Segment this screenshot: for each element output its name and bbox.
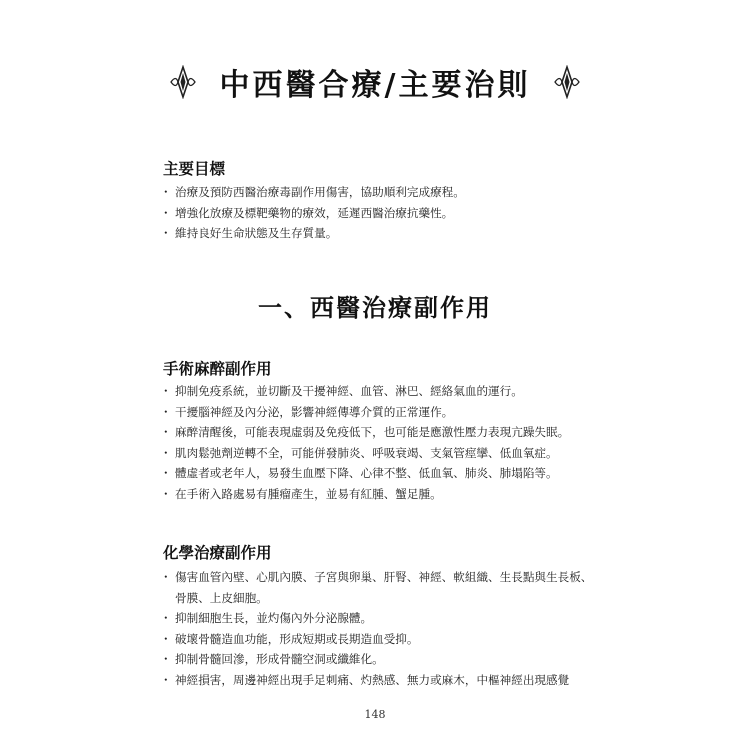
list-item: ・ 體虛者或老年人，易發生血壓下降、心律不整、低血氧、肺炎、肺塌陷等。	[163, 463, 603, 484]
list-item: ・ 抑制骨髓回滲，形成骨髓空洞或纖維化。	[163, 649, 603, 670]
anesthesia-heading: 手術麻醉副作用	[163, 360, 272, 378]
chemo-heading: 化學治療副作用	[163, 544, 272, 562]
list-item: ・ 傷害血管內壁、心肌內膜、子宮與卵巢、肝腎、神經、軟組織、生長點與生長板、骨膜、上皮細胞。	[163, 567, 603, 608]
goals-list	[163, 182, 603, 244]
list-item: ・ 破壞骨髓造血功能，形成短期或長期造血受抑。	[163, 629, 603, 650]
ornament-left-icon	[168, 65, 198, 99]
list-item: ・ 神經損害，周邊神經出現手足刺痛、灼熱感、無力或麻木，中樞神經出現感覺	[163, 670, 603, 691]
list-item: ・ 抑制細胞生長，並灼傷內外分泌腺體。	[163, 608, 603, 629]
anesthesia-list	[163, 381, 603, 504]
chemo-list	[163, 567, 603, 690]
list-item: ・ 治療及預防西醫治療毒副作用傷害，協助順利完成療程。	[163, 182, 603, 203]
list-item: ・ 維持良好生命狀態及生存質量。	[163, 223, 603, 244]
goals-heading: 主要目標	[163, 160, 226, 178]
list-item: ・ 抑制免疫系統，並切斷及干擾神經、血管、淋巴、經絡氣血的運行。	[163, 381, 603, 402]
ornament-right-icon	[552, 65, 582, 99]
page-title	[0, 60, 750, 107]
page-number: 148	[364, 708, 386, 721]
list-item: ・ 增強化放療及標靶藥物的療效，延遲西醫治療抗藥性。	[163, 203, 603, 224]
list-item: ・ 在手術入路處易有腫瘤產生，並易有紅腫、蟹足腫。	[163, 484, 603, 505]
section-title: 一、西醫治療副作用	[258, 294, 492, 322]
page-title-text: 中西醫合療/主要治則	[219, 68, 531, 103]
list-item: ・ 干擾腦神經及內分泌，影響神經傳導介質的正常運作。	[163, 402, 603, 423]
list-item: ・ 麻醉清醒後，可能表現虛弱及免疫低下，也可能是應激性壓力表現亢躁失眠。	[163, 422, 603, 443]
list-item: ・ 肌肉鬆弛劑逆轉不全，可能併發肺炎、呼吸衰竭、支氣管痙攣、低血氧症。	[163, 443, 603, 464]
